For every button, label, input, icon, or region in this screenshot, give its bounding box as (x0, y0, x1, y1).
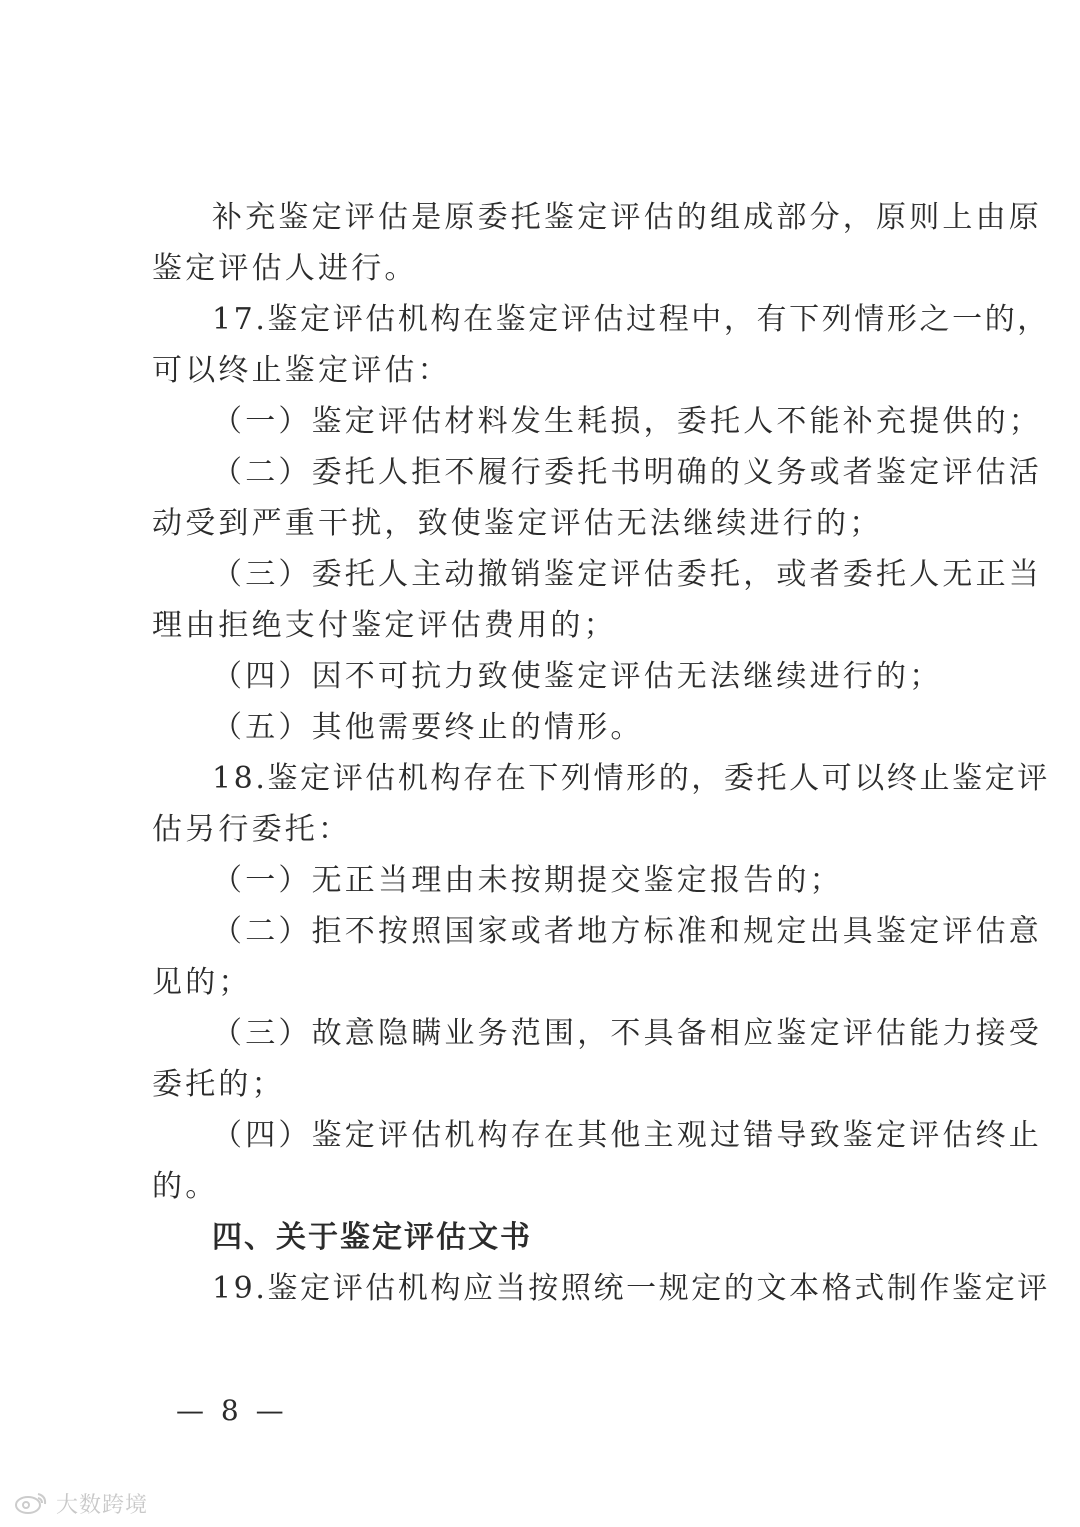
paragraph-line: 估另行委托： (152, 812, 352, 847)
list-item-continuation: 理由拒绝支付鉴定评估费用的； (152, 608, 617, 643)
list-item: （一）鉴定评估材料发生耗损，委托人不能补充提供的； (212, 404, 1042, 439)
paragraph-line: 可以终止鉴定评估： (152, 353, 451, 388)
list-item-continuation: 的。 (152, 1169, 219, 1204)
list-item: （三）故意隐瞒业务范围，不具备相应鉴定评估能力接受 (212, 1016, 1042, 1051)
weibo-style-logo-icon (14, 1490, 50, 1516)
paragraph-line: 鉴定评估人进行。 (152, 251, 418, 286)
watermark-text: 大数跨境 (56, 1492, 149, 1518)
list-item: （四）鉴定评估机构存在其他主观过错导致鉴定评估终止 (212, 1118, 1042, 1153)
paragraph-line: 18.鉴定评估机构存在下列情形的，委托人可以终止鉴定评 (212, 761, 1050, 796)
watermark (14, 1488, 148, 1518)
paragraph-line: 17.鉴定评估机构在鉴定评估过程中，有下列情形之一的， (212, 302, 1050, 337)
list-item: （三）委托人主动撤销鉴定评估委托，或者委托人无正当 (212, 557, 1042, 592)
list-item: （五）其他需要终止的情形。 (212, 710, 644, 745)
section-heading: 四、关于鉴定评估文书 (212, 1220, 532, 1255)
page-number: — 8 — (176, 1394, 288, 1427)
list-item: （二）委托人拒不履行委托书明确的义务或者鉴定评估活 (212, 455, 1042, 490)
paragraph-line: 19.鉴定评估机构应当按照统一规定的文本格式制作鉴定评 (212, 1271, 1050, 1306)
list-item: （一）无正当理由未按期提交鉴定报告的； (212, 863, 843, 898)
list-item-continuation: 委托的； (152, 1067, 285, 1102)
list-item-continuation: 动受到严重干扰，致使鉴定评估无法继续进行的； (152, 506, 883, 541)
list-item: （四）因不可抗力致使鉴定评估无法继续进行的； (212, 659, 943, 694)
list-item: （二）拒不按照国家或者地方标准和规定出具鉴定评估意 (212, 914, 1042, 949)
paragraph-line: 补充鉴定评估是原委托鉴定评估的组成部分，原则上由原 (212, 200, 1042, 235)
list-item-continuation: 见的； (152, 965, 252, 1000)
